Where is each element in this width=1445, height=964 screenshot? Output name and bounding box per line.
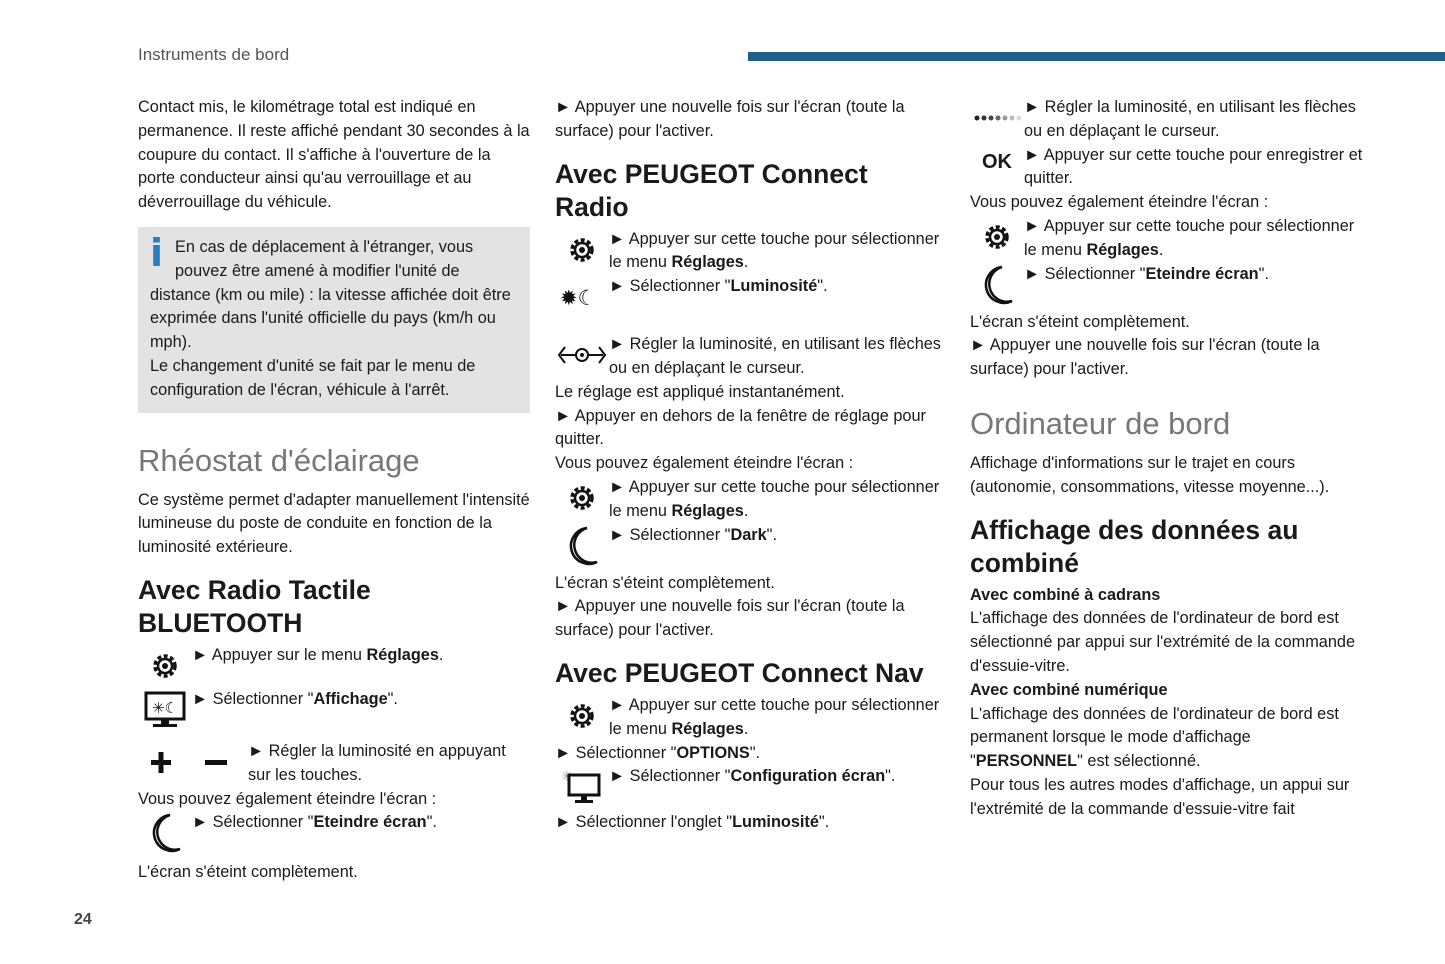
step-row: ► Appuyer sur cette touche pour sélectionner le menu Réglages. (970, 215, 1365, 263)
subsection-title: Affichage des données au combiné (970, 514, 1299, 578)
column-3 (970, 96, 1365, 822)
paragraph: Le réglage est appliqué instantanément. (555, 382, 845, 401)
step-row: ► Régler la luminosité en appuyant sur les touches. (138, 740, 530, 788)
section-title: Rhéostat d'éclairage (138, 442, 420, 478)
paragraph: Pour tous les autres modes d'affichage, un appui sur l'extrémité de la commande d'essuie-vitre fait (970, 775, 1350, 818)
step-row: ► Sélectionner "Eteindre écran". (138, 811, 530, 855)
moon-icon (138, 811, 192, 855)
subsection-title: Avec PEUGEOT Connect Nav (555, 657, 924, 688)
svg-text:✳: ✳ (561, 769, 573, 786)
moon-icon (970, 263, 1024, 307)
info-text: Le changement d'unité se fait par le menu de configuration de l'écran, véhicule à l'arrêt. (150, 356, 476, 399)
step-row: ► Sélectionner "Dark". (555, 524, 947, 568)
sub-heading: Avec combiné numérique (970, 680, 1168, 699)
step-row: OK ► Appuyer sur cette touche pour enregistrer et quitter. (970, 144, 1365, 192)
section-title: Ordinateur de bord (970, 405, 1231, 441)
gear-icon (555, 694, 609, 738)
step-row: ► Sélectionner "Eteindre écran". (970, 263, 1365, 307)
column-2: ► Appuyer une nouvelle fois sur l'écran (toute la surface) pour l'activer. Avec PEUGEOT Connect Radio ► Appuyer sur cette touche pour sélectionner le menu Réglages. ✹☾ ► Sélectionner "Luminosité". ► Régler la luminosité, en utilisant les flèches ou en déplaçant le curseur. Le réglage est appliqué instantanément. ► Appuyer en dehors de la fenêtre de réglage pour quitter. Vous pouvez également éteindre l'écran : ► Appuyer sur cette touche pour sélectionner le menu Réglages. ► Sélectionner "Dark". L'écran s'éteint complètement. ► Appuyer une nouvelle fois sur l'écran (toute la surface) pour l'activer. Avec PEUGEOT Connect Nav ► Appuyer sur cette touche pour sélectionner le menu Réglages. ► Sélectionner "OPTIONS". ✳ ► Sélectionner "Configuration écran". ► Sélectionner l'onglet "Luminosité". (555, 96, 947, 835)
step-row: ► Régler la luminosité, en utilisant les flèches ou en déplaçant le curseur. (555, 333, 947, 381)
brightness-dots-icon (970, 96, 1024, 140)
gear-icon (555, 476, 609, 520)
paragraph: Vous pouvez également éteindre l'écran : (555, 454, 854, 473)
step-row: ► Appuyer sur cette touche pour sélectionner le menu Réglages. (555, 228, 947, 276)
paragraph: Ce système permet d'adapter manuellement l'intensité lumineuse du poste de conduite en fonction de la luminosité extérieure. (138, 490, 530, 557)
step-row: ► Appuyer sur le menu Réglages. (138, 644, 530, 688)
paragraph: L'affichage des données de l'ordinateur de bord est permanent lorsque le mode d'affichage "PERSONNEL" est sélectionné. (970, 704, 1339, 771)
paragraph: ► Appuyer en dehors de la fenêtre de réglage pour quitter. (555, 406, 926, 449)
paragraph: ► Appuyer une nouvelle fois sur l'écran (toute la surface) pour l'activer. (970, 336, 1320, 379)
step-row: ✳ ► Sélectionner "Configuration écran". (555, 765, 947, 809)
step-row: ► Appuyer sur cette touche pour sélectionner le menu Réglages. (555, 476, 947, 524)
step-row: ► Régler la luminosité, en utilisant les flèches ou en déplaçant le curseur. (970, 96, 1365, 144)
header-bar (748, 52, 1445, 61)
screen-settings-icon (555, 765, 609, 809)
section-header: Instruments de bord (138, 45, 290, 64)
paragraph: ► Appuyer une nouvelle fois sur l'écran (toute la surface) pour l'activer. (555, 597, 905, 640)
sub-heading: Avec combiné à cadrans (970, 585, 1161, 604)
display-brightness-icon (138, 688, 192, 732)
step-row: ► Appuyer sur cette touche pour sélectionner le menu Réglages. (555, 694, 947, 742)
info-box (138, 227, 530, 413)
subsection-title: Avec Radio Tactile BLUETOOTH (138, 574, 371, 638)
sun-moon-icon (555, 275, 609, 319)
subsection-title: Avec PEUGEOT Connect Radio (555, 158, 868, 222)
paragraph: L'écran s'éteint complètement. (970, 312, 1190, 331)
info-text: En cas de déplacement à l'étranger, vous pouvez être amené à modifier l'unité de distance (km ou mile) : la vitesse affichée doit être exprimée dans l'unité officielle du pays (km/h ou mph). (150, 237, 511, 352)
paragraph: L'affichage des données de l'ordinateur de bord est sélectionné par appui sur l'extrémité de la commande d'essuie-vitre. (970, 609, 1356, 675)
paragraph: Vous pouvez également éteindre l'écran : (138, 789, 437, 808)
paragraph: Vous pouvez également éteindre l'écran : (970, 193, 1269, 212)
paragraph: Contact mis, le kilométrage total est indiqué en permanence. Il reste affiché pendant 30 secondes à la coupure du contact. Il s'affiche à l'ouverture de la porte conducteur ainsi qu'au verrouillage et au déverrouillage du véhicule. (138, 98, 530, 212)
gear-icon (555, 228, 609, 272)
paragraph: ► Appuyer une nouvelle fois sur l'écran (toute la surface) pour l'activer. (555, 98, 905, 140)
step-row: ✹☾ ► Sélectionner "Luminosité". (555, 275, 947, 319)
svg-text:✹☾: ✹☾ (560, 286, 597, 311)
paragraph: L'écran s'éteint complètement. (555, 573, 775, 592)
paragraph: L'écran s'éteint complètement. (138, 863, 358, 882)
page-number: 24 (74, 911, 92, 928)
info-icon: i (150, 230, 164, 275)
gear-icon (138, 644, 192, 688)
slider-arrows-icon (555, 333, 609, 377)
plus-minus-icon (138, 747, 238, 777)
paragraph: Affichage d'informations sur le trajet en cours (autonomie, consommations, vitesse moyenne...). (970, 453, 1330, 496)
svg-text:✳☾: ✳☾ (152, 698, 179, 717)
step-row: ✳☾ ► Sélectionner "Affichage". (138, 688, 530, 732)
column-1 (138, 96, 530, 885)
ok-button-icon: OK (982, 151, 1012, 174)
gear-icon (970, 215, 1024, 259)
moon-icon (555, 524, 609, 568)
